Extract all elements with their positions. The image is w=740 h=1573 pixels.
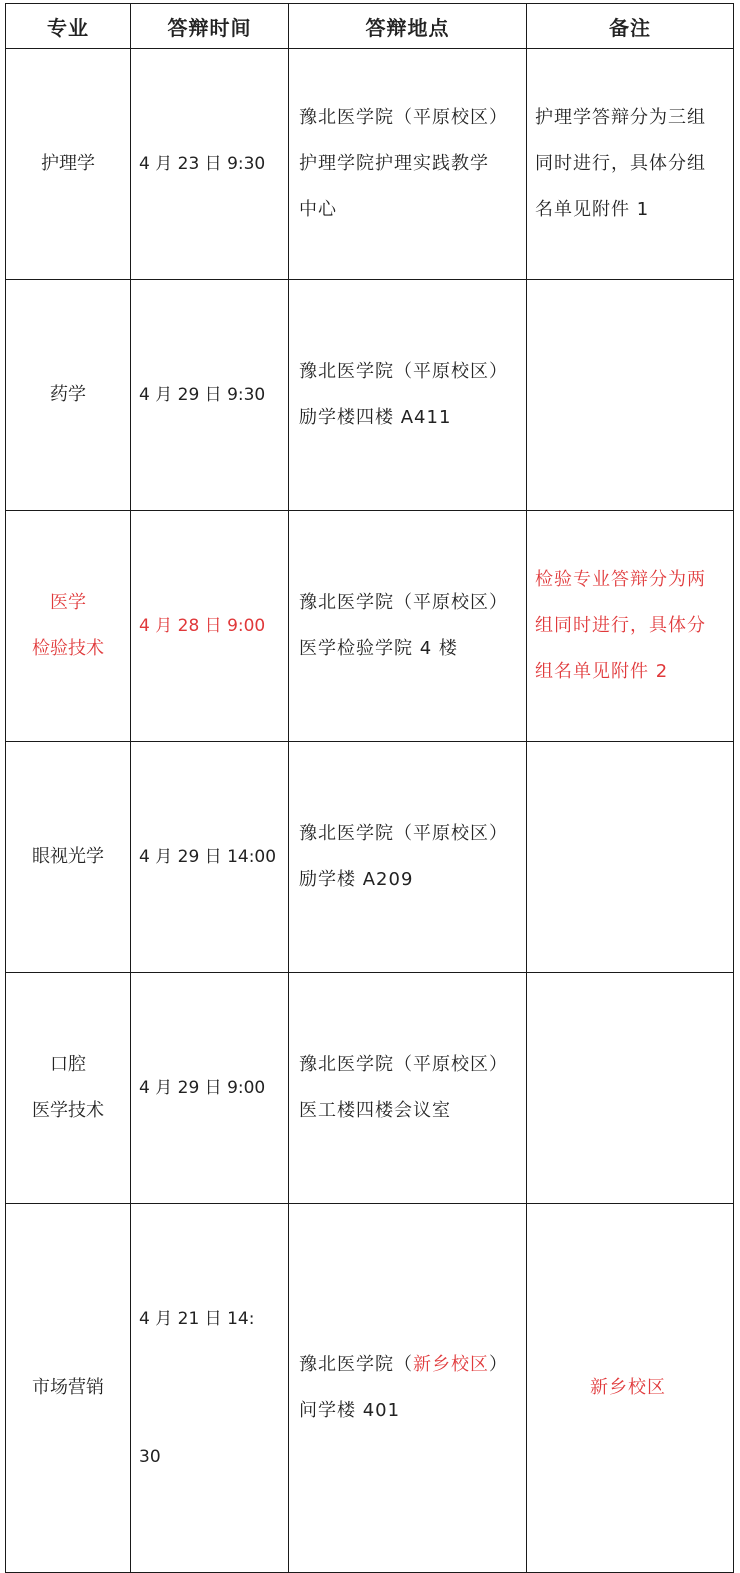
major-label: 眼视光学: [32, 846, 104, 867]
place-line: 励学楼 A209: [299, 869, 414, 890]
header-major: 专业: [6, 4, 131, 49]
note-line: 检验专业答辩分为两: [535, 569, 706, 590]
place-line: 医学检验学院 4 楼: [299, 638, 458, 659]
header-note: 备注: [527, 4, 734, 49]
place-cell: [289, 1204, 527, 1573]
time-cell: [131, 742, 289, 973]
place-line: 豫北医学院（平原校区）: [299, 1054, 508, 1075]
header-place: 答辩地点: [289, 4, 527, 49]
place-text: 豫北医学院（: [299, 1354, 413, 1375]
place-line: 问学楼 401: [299, 1400, 401, 1421]
time-value: 30: [139, 1447, 161, 1467]
header-row: [6, 4, 734, 49]
major-cell: [6, 1204, 131, 1573]
note-line: 组同时进行，具体分: [535, 615, 706, 636]
note-line: 名单见附件 1: [535, 199, 650, 220]
defense-schedule-table: [5, 3, 734, 1573]
place-cell: [289, 973, 527, 1204]
place-line: 医工楼四楼会议室: [299, 1100, 451, 1121]
place-line: 豫北医学院（平原校区）: [299, 823, 508, 844]
note-cell: [527, 49, 734, 280]
place-text: ）: [489, 1354, 508, 1375]
place-cell: [289, 511, 527, 742]
time-cell: [131, 511, 289, 742]
place-cell: [289, 742, 527, 973]
place-line: [299, 1342, 526, 1388]
place-line: 中心: [299, 199, 337, 220]
note-cell: [527, 1204, 734, 1573]
note-line: 护理学答辩分为三组: [535, 107, 706, 128]
major-label: 药学: [50, 384, 86, 405]
time-value: 4 月 29 日 14:00: [139, 847, 277, 867]
time-value: 4 月 23 日 9:30: [139, 154, 266, 174]
major-label: 护理学: [41, 153, 95, 174]
note-cell: [527, 742, 734, 973]
place-line: 励学楼四楼 A411: [299, 407, 452, 428]
place-line: 豫北医学院（平原校区）: [299, 107, 508, 128]
note-cell: [527, 511, 734, 742]
major-label: 医学技术: [32, 1100, 104, 1121]
major-label: 检验技术: [32, 638, 104, 659]
table-row: [6, 742, 734, 973]
major-label: 市场营销: [32, 1377, 104, 1398]
table-row: [6, 49, 734, 280]
major-cell: [6, 280, 131, 511]
place-line: 护理学院护理实践教学: [299, 153, 489, 174]
note-line: 组名单见附件 2: [535, 661, 669, 682]
table-row: [6, 280, 734, 511]
note-line: 新乡校区: [590, 1377, 666, 1398]
time-value: 4 月 28 日 9:00: [139, 616, 266, 636]
major-cell: [6, 742, 131, 973]
header-time: 答辩时间: [131, 4, 289, 49]
place-line: 豫北医学院（平原校区）: [299, 361, 508, 382]
time-cell: [131, 1204, 289, 1573]
note-cell: [527, 973, 734, 1204]
table-row: [6, 1204, 734, 1573]
major-cell: [6, 973, 131, 1204]
note-cell: [527, 280, 734, 511]
time-value: 4 月 29 日 9:30: [139, 385, 266, 405]
table-row: [6, 973, 734, 1204]
place-cell: [289, 280, 527, 511]
major-label: 医学: [50, 592, 86, 613]
major-label: 口腔: [50, 1054, 86, 1075]
table-row: [6, 511, 734, 742]
major-cell: [6, 511, 131, 742]
time-cell: [131, 973, 289, 1204]
place-line: 豫北医学院（平原校区）: [299, 592, 508, 613]
time-value: 4 月 21 日 14:: [139, 1309, 255, 1329]
major-cell: [6, 49, 131, 280]
time-value: 4 月 29 日 9:00: [139, 1078, 266, 1098]
time-cell: [131, 280, 289, 511]
note-line: 同时进行，具体分组: [535, 153, 706, 174]
place-cell: [289, 49, 527, 280]
time-cell: [131, 49, 289, 280]
campus-highlight: 新乡校区: [413, 1354, 489, 1375]
